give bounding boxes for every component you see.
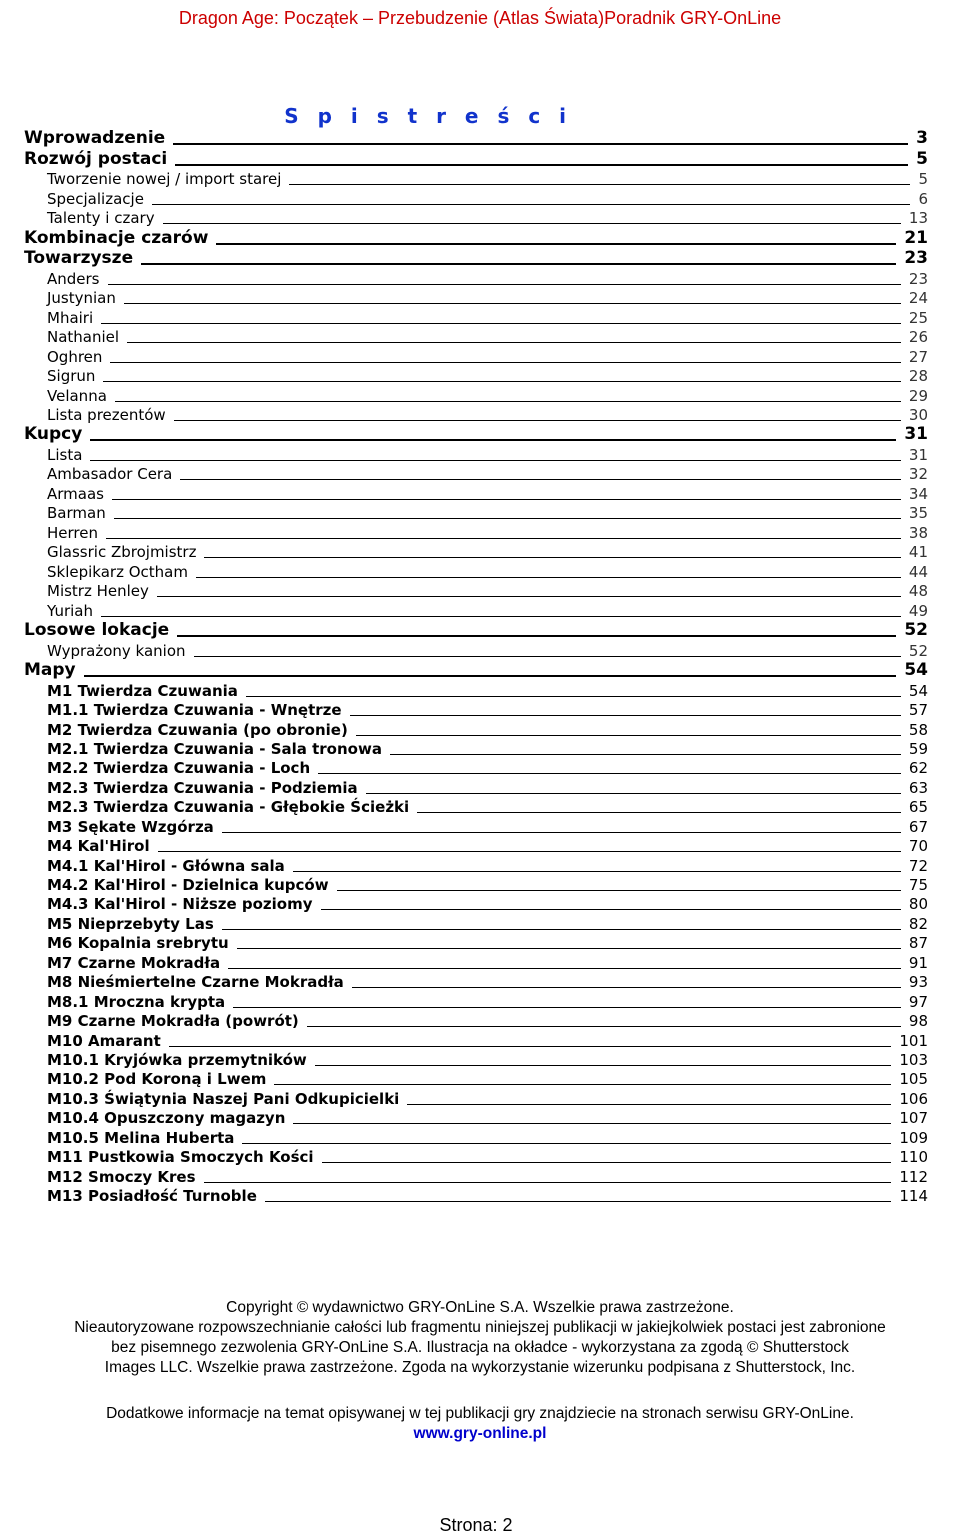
toc-entry-label: M2.2 Twierdza Czuwania - Loch (47, 759, 311, 778)
toc-leader-line (180, 479, 901, 480)
toc-entry-page: 72 (908, 856, 928, 875)
toc-leader-line (318, 773, 901, 774)
toc-entry-label: Towarzysze (24, 248, 134, 269)
toc-leader-line (196, 577, 901, 578)
toc-entry[interactable] (24, 542, 928, 562)
toc-leader-line (157, 596, 901, 597)
toc-leader-line (152, 204, 911, 205)
toc-leader-line (169, 1046, 892, 1047)
toc-entry[interactable] (24, 816, 928, 835)
toc-entry[interactable] (24, 366, 928, 386)
toc-entry-page: 107 (899, 1109, 928, 1128)
toc-entry-label: Rozwój postaci (24, 148, 168, 169)
toc-entry-label: M10.1 Kryjówka przemytników (47, 1050, 307, 1069)
toc-entry[interactable] (24, 620, 928, 640)
toc-entry-label: Nathaniel (47, 328, 120, 347)
toc-entry[interactable] (24, 464, 928, 484)
toc-entry-page: 63 (908, 778, 928, 797)
toc-entry[interactable] (24, 991, 928, 1010)
toc-leader-line (163, 223, 901, 224)
toc-entry[interactable] (24, 327, 928, 347)
toc-entry[interactable] (24, 777, 928, 796)
toc-entry[interactable] (24, 208, 928, 228)
toc-entry-page: 93 (908, 973, 928, 992)
toc-entry-label: M10.3 Świątynia Naszej Pani Odkupicielki (47, 1089, 400, 1108)
toc-leader-line (204, 1182, 892, 1183)
toc-entry-page: 87 (908, 934, 928, 953)
toc-leader-line (237, 948, 901, 949)
toc-entry[interactable] (24, 660, 928, 680)
toc-leader-line (417, 812, 901, 813)
toc-entry-label: Oghren (47, 347, 103, 366)
toc-entry-page: 97 (908, 992, 928, 1011)
toc-entry-label: Anders (47, 269, 100, 288)
toc-entry-label: M9 Czarne Mokradła (powrót) (47, 1012, 299, 1031)
toc-leader-line (90, 460, 900, 461)
toc-leader-line (115, 401, 901, 402)
more-info (0, 1404, 960, 1444)
toc-entry-label: M1 Twierdza Czuwania (47, 681, 238, 700)
toc-leader-line (90, 439, 896, 441)
toc-leader-line (233, 1007, 901, 1008)
page-number: Strona: 2 (439, 1515, 513, 1535)
toc-entry-page: 23 (904, 248, 928, 269)
toc-leader-line (173, 143, 908, 145)
toc-leader-line (158, 851, 901, 852)
toc-entry-page: 112 (899, 1167, 928, 1186)
toc-entry-page: 106 (899, 1089, 928, 1108)
toc-entry-page: 105 (899, 1070, 928, 1089)
toc-entry-label: M6 Kopalnia srebrytu (47, 934, 229, 953)
toc-entry-page: 65 (908, 798, 928, 817)
toc-entry[interactable] (24, 268, 928, 288)
toc-entry-label: M1.1 Twierdza Czuwania - Wnętrze (47, 701, 342, 720)
toc-entry-label: Tworzenie nowej / import starej (47, 170, 282, 189)
table-of-contents (24, 128, 928, 1205)
toc-entry-label: M8 Nieśmiertelne Czarne Mokradła (47, 973, 344, 992)
toc-entry-label: Ambasador Cera (47, 465, 173, 484)
toc-entry-label: M7 Czarne Mokradła (47, 953, 221, 972)
toc-leader-line (274, 1084, 891, 1085)
toc-leader-line (141, 263, 896, 265)
toc-entry-label: Talenty i czary (47, 209, 155, 228)
toc-entry-page: 30 (908, 406, 928, 425)
toc-leader-line (110, 362, 900, 363)
toc-entry[interactable] (24, 1186, 928, 1205)
toc-entry[interactable] (24, 169, 928, 189)
toc-entry-label: M5 Nieprzebyty Las (47, 914, 214, 933)
toc-entry[interactable] (24, 248, 928, 268)
toc-entry-page: 103 (899, 1050, 928, 1069)
toc-entry-label: M10.4 Opuszczony magazyn (47, 1109, 286, 1128)
toc-entry[interactable] (24, 1088, 928, 1107)
toc-entry-label: M4 Kal'Hirol (47, 837, 150, 856)
toc-entry-label: M2 Twierdza Czuwania (po obronie) (47, 720, 348, 739)
toc-heading-text: S p i s t r e ś c i (284, 104, 572, 128)
toc-leader-line (289, 184, 910, 185)
toc-entry-label: Losowe lokacje (24, 620, 170, 641)
toc-leader-line (350, 715, 901, 716)
toc-leader-line (222, 832, 901, 833)
toc-entry-page: 13 (908, 209, 928, 228)
toc-entry[interactable] (24, 972, 928, 991)
toc-leader-line (390, 754, 901, 755)
toc-entry-label: M2.1 Twierdza Czuwania - Sala tronowa (47, 739, 382, 758)
toc-entry-label: Sigrun (47, 367, 96, 386)
toc-leader-line (356, 735, 901, 736)
toc-entry[interactable] (24, 952, 928, 971)
toc-entry-page: 3 (916, 128, 928, 149)
toc-entry-label: Sklepikarz Octham (47, 562, 188, 581)
toc-entry[interactable] (24, 739, 928, 758)
toc-entry[interactable] (24, 288, 928, 308)
toc-entry-label: Wprowadzenie (24, 128, 166, 149)
toc-leader-line (322, 1162, 892, 1163)
toc-entry-label: Yuriah (47, 601, 93, 620)
toc-leader-line (101, 616, 901, 617)
toc-entry[interactable] (24, 188, 928, 208)
toc-entry-label: Lista (47, 445, 83, 464)
toc-entry-page: 35 (908, 504, 928, 523)
toc-entry-label: Mapy (24, 660, 76, 681)
toc-entry-page: 67 (908, 817, 928, 836)
toc-leader-line (103, 381, 901, 382)
toc-entry-label: Mistrz Henley (47, 582, 149, 601)
toc-entry-page: 49 (908, 601, 928, 620)
toc-entry-page: 44 (908, 562, 928, 581)
more-info-text: Dodatkowe informacje na temat opisywanej w tej publikacji gry znajdziecie na stronach serwisu GRY-OnLine. (106, 1405, 854, 1422)
toc-entry-label: M10 Amarant (47, 1031, 161, 1050)
toc-heading (0, 104, 946, 128)
toc-entry-page: 54 (904, 660, 928, 681)
toc-leader-line (265, 1201, 891, 1202)
guide-publisher: Poradnik GRY-OnLine (604, 8, 782, 28)
toc-entry[interactable] (24, 1069, 928, 1088)
toc-entry-page: 29 (908, 386, 928, 405)
toc-entry-label: Armaas (47, 484, 104, 503)
toc-entry-page: 110 (899, 1148, 928, 1167)
toc-entry-label: Kupcy (24, 424, 83, 445)
toc-entry-label: Lista prezentów (47, 406, 166, 425)
toc-leader-line (124, 303, 901, 304)
toc-entry[interactable] (24, 128, 928, 148)
toc-entry[interactable] (24, 700, 928, 719)
toc-entry[interactable] (24, 1166, 928, 1185)
toc-leader-line (177, 635, 896, 637)
toc-leader-line (222, 929, 901, 930)
toc-leader-line (106, 538, 901, 539)
toc-entry-label: Wyprażony kanion (47, 641, 186, 660)
toc-entry[interactable] (24, 894, 928, 913)
toc-entry-page: 31 (904, 424, 928, 445)
toc-entry[interactable] (24, 600, 928, 620)
toc-entry[interactable] (24, 1050, 928, 1069)
toc-entry-label: Herren (47, 523, 98, 542)
copyright-line: Images LLC. Wszelkie prawa zastrzeżone. Zgoda na wykorzystanie wizerunku podpisana z Shutterstock, Inc. (104, 1359, 856, 1376)
toc-entry[interactable] (24, 933, 928, 952)
toc-entry-page: 114 (899, 1187, 928, 1206)
copyright-line: Copyright © wydawnictwo GRY-OnLine S.A. Wszelkie prawa zastrzeżone. (226, 1299, 734, 1316)
toc-entry-label: M2.3 Twierdza Czuwania - Podziemia (47, 778, 358, 797)
toc-entry[interactable] (24, 405, 928, 425)
toc-entry-label: M10.2 Pod Koroną i Lwem (47, 1070, 267, 1089)
toc-entry-page: 101 (899, 1031, 928, 1050)
toc-entry-page: 48 (908, 582, 928, 601)
toc-entry[interactable] (24, 875, 928, 894)
toc-entry[interactable] (24, 758, 928, 777)
toc-entry-page: 26 (908, 328, 928, 347)
toc-entry-page: 6 (918, 189, 928, 208)
toc-leader-line (307, 1026, 901, 1027)
toc-entry-page: 58 (908, 720, 928, 739)
toc-entry[interactable] (24, 346, 928, 366)
toc-leader-line (175, 164, 908, 166)
toc-entry-label: M3 Sękate Wzgórza (47, 817, 214, 836)
copyright-line: bez pisemnego zezwolenia GRY-OnLine S.A. Ilustracja na okładce - wykorzystana za zgodą © Shutterstock (111, 1339, 849, 1356)
toc-entry-label: M4.1 Kal'Hirol - Główna sala (47, 856, 285, 875)
toc-entry-page: 25 (908, 308, 928, 327)
toc-entry-page: 31 (908, 445, 928, 464)
toc-leader-line (204, 557, 900, 558)
toc-entry[interactable] (24, 503, 928, 523)
toc-entry[interactable] (24, 855, 928, 874)
toc-entry-page: 24 (908, 289, 928, 308)
toc-entry[interactable] (24, 561, 928, 581)
toc-entry-page: 5 (916, 148, 928, 169)
toc-entry[interactable] (24, 483, 928, 503)
toc-entry[interactable] (24, 1108, 928, 1127)
toc-entry-page: 41 (908, 543, 928, 562)
copyright-notice (0, 1298, 960, 1378)
toc-leader-line (108, 284, 901, 285)
toc-entry[interactable] (24, 640, 928, 660)
toc-entry[interactable] (24, 719, 928, 738)
toc-entry-page: 91 (908, 953, 928, 972)
toc-leader-line (127, 342, 901, 343)
toc-entry-page: 28 (908, 367, 928, 386)
toc-leader-line (216, 243, 896, 245)
toc-entry-page: 70 (908, 837, 928, 856)
toc-entry-page: 82 (908, 914, 928, 933)
toc-entry-page: 57 (908, 701, 928, 720)
toc-leader-line (293, 871, 901, 872)
toc-entry-label: M13 Posiadłość Turnoble (47, 1187, 257, 1206)
toc-entry-label: M2.3 Twierdza Czuwania - Głębokie Ścieżki (47, 798, 410, 817)
toc-entry-label: M10.5 Melina Huberta (47, 1128, 235, 1147)
toc-entry-label: Kombinacje czarów (24, 227, 209, 248)
toc-leader-line (242, 1143, 891, 1144)
toc-leader-line (228, 968, 901, 969)
toc-leader-line (337, 890, 901, 891)
toc-entry[interactable] (24, 581, 928, 601)
toc-entry[interactable] (24, 444, 928, 464)
toc-entry[interactable] (24, 1030, 928, 1049)
toc-entry-page: 62 (908, 759, 928, 778)
toc-entry-label: M12 Smoczy Kres (47, 1167, 196, 1186)
toc-entry[interactable] (24, 680, 928, 699)
toc-entry-page: 80 (908, 895, 928, 914)
toc-entry-page: 38 (908, 523, 928, 542)
toc-entry-page: 34 (908, 484, 928, 503)
toc-entry-label: Mhairi (47, 308, 94, 327)
toc-leader-line (101, 323, 901, 324)
document-header (0, 8, 960, 29)
toc-leader-line (246, 696, 901, 697)
toc-entry-page: 52 (904, 620, 928, 641)
toc-leader-line (366, 793, 901, 794)
toc-entry[interactable] (24, 307, 928, 327)
toc-entry-page: 5 (918, 170, 928, 189)
toc-leader-line (174, 420, 901, 421)
toc-entry-label: Justynian (47, 289, 116, 308)
toc-entry-label: M8.1 Mroczna krypta (47, 992, 226, 1011)
toc-leader-line (112, 499, 901, 500)
toc-leader-line (407, 1104, 891, 1105)
toc-entry-label: Specjalizacje (47, 189, 144, 208)
toc-leader-line (352, 987, 901, 988)
toc-entry-label: Glassric Zbrojmistrz (47, 543, 197, 562)
toc-entry[interactable] (24, 1147, 928, 1166)
toc-entry[interactable] (24, 227, 928, 247)
toc-entry-page: 52 (908, 641, 928, 660)
toc-entry-label: Velanna (47, 386, 107, 405)
toc-entry[interactable] (24, 385, 928, 405)
toc-entry[interactable] (24, 836, 928, 855)
toc-entry[interactable] (24, 148, 928, 168)
toc-leader-line (321, 909, 901, 910)
toc-leader-line (293, 1123, 891, 1124)
toc-entry[interactable] (24, 424, 928, 444)
toc-entry[interactable] (24, 1127, 928, 1146)
website-link[interactable]: www.gry-online.pl (413, 1425, 547, 1442)
toc-entry-page: 54 (908, 681, 928, 700)
copyright-line: Nieautoryzowane rozpowszechnianie całości lub fragmentu niniejszej publikacji w jakiejkolwiek postaci jest zabronione (74, 1319, 886, 1336)
toc-entry[interactable] (24, 797, 928, 816)
toc-entry-page: 98 (908, 1012, 928, 1031)
toc-entry-page: 23 (908, 269, 928, 288)
toc-entry-page: 21 (904, 227, 928, 248)
toc-entry-label: M11 Pustkowia Smoczych Kości (47, 1148, 314, 1167)
toc-entry-label: M4.2 Kal'Hirol - Dzielnica kupców (47, 876, 329, 895)
toc-entry-page: 27 (908, 347, 928, 366)
guide-title: Dragon Age: Początek – Przebudzenie (Atlas Świata) (178, 8, 605, 28)
toc-leader-line (84, 675, 897, 677)
toc-leader-line (114, 518, 901, 519)
toc-entry[interactable] (24, 522, 928, 542)
toc-entry-page: 109 (899, 1128, 928, 1147)
toc-entry-label: M4.3 Kal'Hirol - Niższe poziomy (47, 895, 313, 914)
toc-leader-line (194, 656, 901, 657)
toc-leader-line (315, 1065, 892, 1066)
toc-entry-page: 32 (908, 465, 928, 484)
toc-entry-page: 59 (908, 739, 928, 758)
toc-entry-page: 75 (908, 876, 928, 895)
toc-entry-label: Barman (47, 504, 106, 523)
toc-entry[interactable] (24, 1011, 928, 1030)
toc-entry[interactable] (24, 913, 928, 932)
